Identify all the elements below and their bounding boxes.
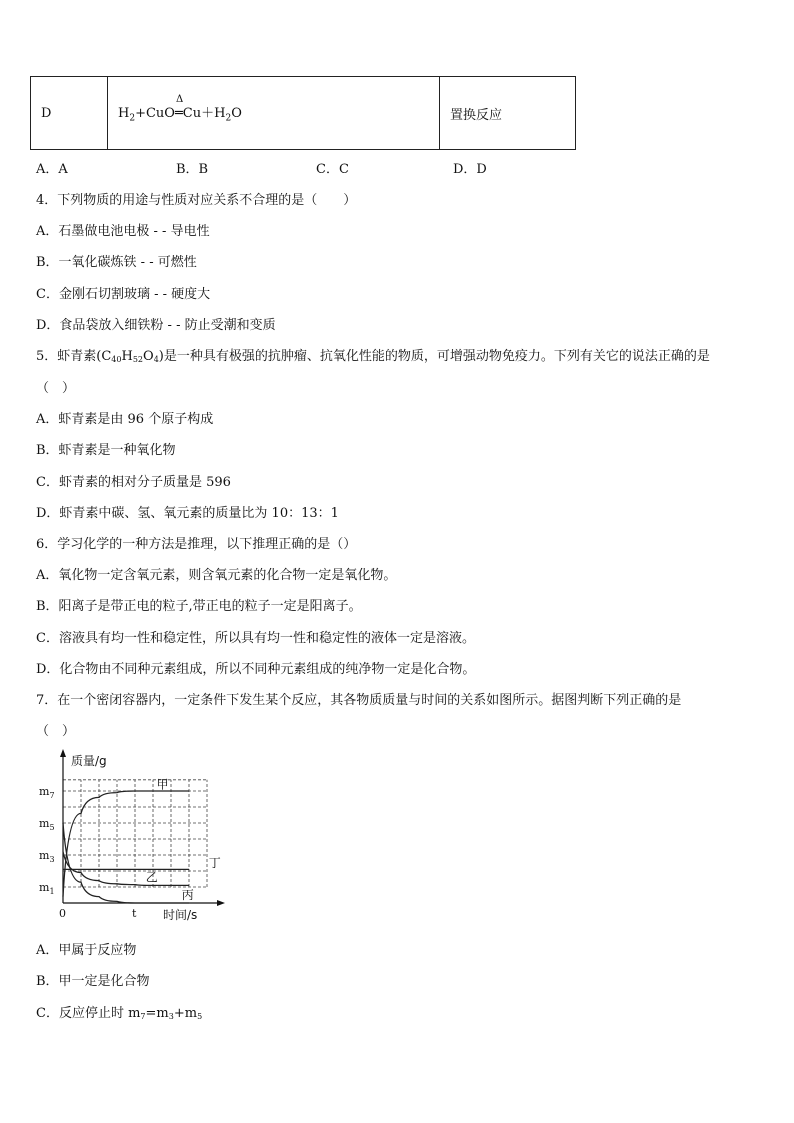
q7-paren: （ ）: [36, 724, 76, 739]
row-equation: [108, 77, 440, 150]
series-line-丙: [63, 823, 189, 903]
mass-time-chart: [30, 745, 240, 925]
q4-option-c: C．金刚石切割玻璃 - - 硬度大: [36, 287, 211, 302]
q5-option-b: B．虾青素是一种氧化物: [36, 443, 176, 458]
q5-stem: 5．虾青素$(C_{40}H_{52}O_4)$是一种具有极强的抗肿瘤、抗氧化性能的物质，可增强动物免疫力。下列有关它的说法正确的是: [36, 349, 710, 364]
q6-stem: 6．学习化学的一种方法是推理，以下推理正确的是（）: [36, 537, 357, 552]
q3-option-a: A．A: [36, 162, 68, 177]
series-label: 丙: [181, 888, 194, 902]
table-row: [31, 77, 576, 150]
series-label: 甲: [156, 777, 169, 792]
q4-option-a: A．石墨做电池电极 - - 导电性: [36, 224, 210, 239]
q7-option-b: B．甲一定是化合物: [36, 974, 150, 989]
y-tick-label: $m_3$: [39, 849, 55, 864]
x-axis-label: 时间/s: [163, 908, 198, 922]
q7-option-a: A．甲属于反应物: [36, 943, 137, 958]
q4-option-b: B．一氧化碳炼铁 - - 可燃性: [36, 255, 197, 270]
row-reaction-type: 置换反应: [440, 77, 576, 150]
q5-option-a: A．虾青素是由 96 个原子构成: [36, 412, 214, 427]
q6-option-b: B．阳离子是带正电的粒子,带正电的粒子一定是阳离子。: [36, 599, 362, 614]
y-tick-label: $m_1$: [39, 881, 55, 896]
x-tick-label: t: [132, 907, 137, 920]
q7-option-c: C．反应停止时 $m_7=m_3+m_5$: [36, 1006, 203, 1021]
q5-paren: （ ）: [36, 381, 76, 396]
y-tick-label: $m_7$: [39, 785, 55, 800]
row-letter: D: [31, 77, 108, 150]
q3-option-d: D．D: [453, 162, 487, 177]
series-label: 丁: [208, 856, 221, 870]
q5-option-d: D．虾青素中碳、氢、氧元素的质量比为 10：13：1: [36, 506, 339, 521]
series-line-乙: [63, 852, 189, 886]
y-axis-label: 质量/g: [71, 754, 107, 768]
q5-option-c: C．虾青素的相对分子质量是 596: [36, 475, 231, 490]
q4-option-d: D．食品袋放入细铁粉 - - 防止受潮和变质: [36, 318, 276, 333]
q3-option-c: C．C: [316, 162, 349, 177]
y-tick-label: $m_5$: [39, 817, 55, 832]
y-axis-arrow: [60, 749, 66, 757]
q7-stem: 7．在一个密闭容器内，一定条件下发生某个反应，其各物质质量与时间的关系如图所示。据图判断下列正确的是: [36, 693, 682, 708]
q3-option-b: B．B: [176, 162, 209, 177]
q6-option-d: D．化合物由不同种元素组成，所以不同种元素组成的纯净物一定是化合物。: [36, 662, 476, 677]
origin-label: 0: [59, 907, 66, 920]
reactions-table: [30, 76, 576, 150]
q6-option-a: A．氧化物一定含氧元素，则含氧元素的化合物一定是氧化物。: [36, 568, 397, 583]
q4-stem: 4．下列物质的用途与性质对应关系不合理的是（ ）: [36, 193, 357, 208]
q6-option-c: C．溶液具有均一性和稳定性，所以具有均一性和稳定性的液体一定是溶液。: [36, 631, 475, 646]
series-label: 乙: [145, 870, 158, 885]
equation: $H_2+CuO$ Δ $═Cu+H_2O$: [118, 94, 242, 124]
x-axis-arrow: [217, 900, 225, 906]
